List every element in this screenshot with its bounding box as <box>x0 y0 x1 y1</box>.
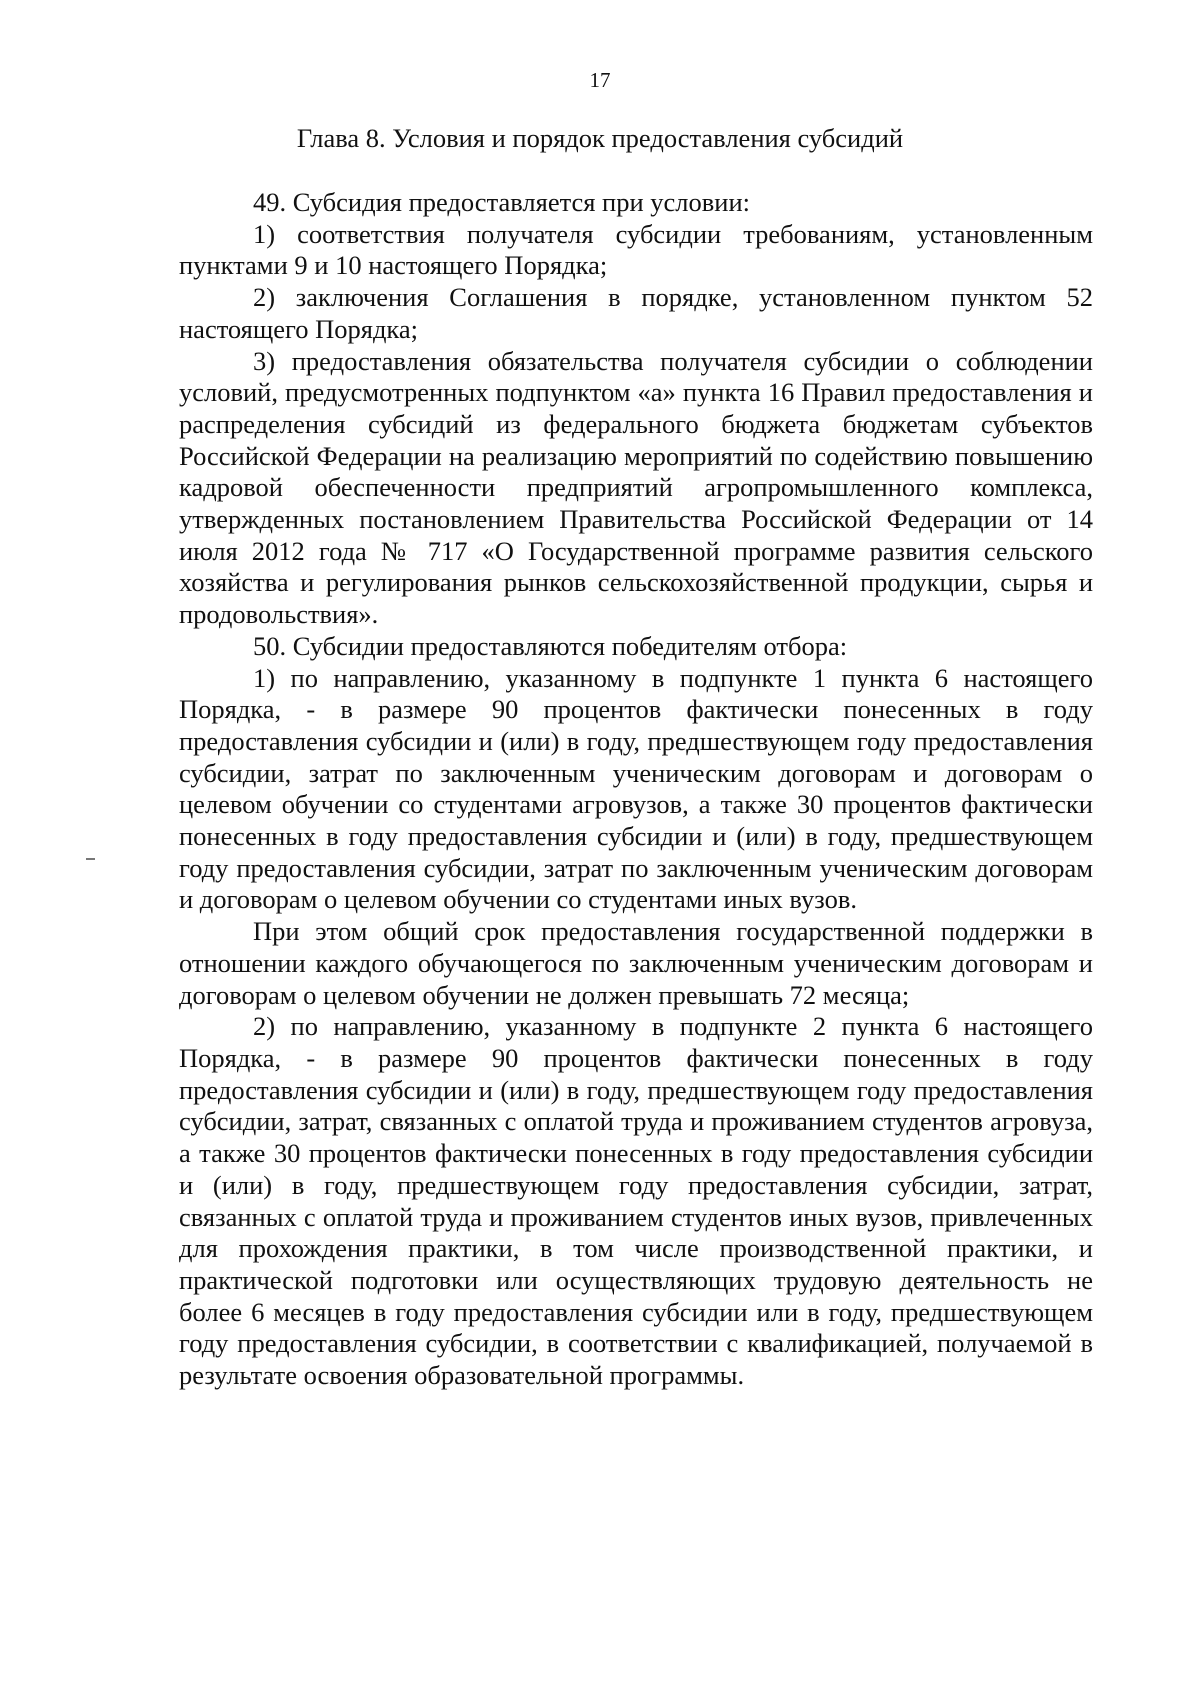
paragraph-49-item-1: 1) соответствия получателя субсидии требованиям, установленным пунктами 9 и 10 настоящего Порядка; <box>179 218 1093 281</box>
chapter-title: Глава 8. Условия и порядок предоставления субсидий <box>296 123 904 153</box>
paragraph-49-item-2: 2) заключения Соглашения в порядке, установленном пунктом 52 настоящего Порядка; <box>179 282 1093 344</box>
paragraph-49-item-3: 3) предоставления обязательства получателя субсидии о соблюдении условий, предусмотренных подпунктом «а» пункта 16 Правил предоставления и распределения субсидий из федерального бюджета бюджетам субъектов Российской Федерации на реализацию мероприятий по содействию повышению кадровой обеспеченности предприятий агропромышленного комплекса, утвержденных постановлением Правительства Российской Федерации от 14 июля 2012 года № 717 «О Государственной программе развития сельского хозяйства и регулирования рынков сельскохозяйственной продукции, сырья и продовольствия». <box>179 345 1093 630</box>
paragraph-49: 49. Субсидия предоставляется при условии: <box>253 187 751 217</box>
paragraph-50-item-2: 2) по направлению, указанному в подпункте 2 пункта 6 настоящего Порядка, - в размере 90 процентов фактически понесенных в году предоставления субсидии и (или) в году, предшествующем году предоставления субсидии, затрат, связанных с оплатой труда и проживанием студентов агровуза, а также 30 процентов фактически понесенных в году предоставления субсидии и (или) в году, предшествующем году предоставления субсидии, затрат, связанных с оплатой труда и проживанием студентов иных вузов, привлеченных для прохождения практики, в том числе производственной практики, и практической подготовки или осуществляющих трудовую деятельность не более 6 месяцев в году предоставления субсидии или в году, предшествующем году предоставления субсидии, в соответствии с квалификацией, получаемой в результате освоения образовательной программы. <box>179 1011 1093 1391</box>
document-body <box>179 187 1093 1392</box>
page-number: 17 <box>589 68 611 92</box>
paragraph-50: 50. Субсидии предоставляются победителям отбора: <box>253 630 848 661</box>
paragraph-50-item-1: 1) по направлению, указанному в подпункте 1 пункта 6 настоящего Порядка, - в размере 90 процентов фактически понесенных в году предоставления субсидии и (или) в году, предшествующем году предоставления субсидии, затрат по заключенным ученическим договорам и договорам о целевом обучении со студентами агровузов, а также 30 процентов фактически понесенных в году предоставления субсидии и (или) в году, предшествующем году предоставления субсидии, затрат по заключенным ученическим договорам и договорам о целевом обучении со студентами иных вузов. <box>179 662 1093 915</box>
paragraph-50-term-note: При этом общий срок предоставления государственной поддержки в отношении каждого обучающегося по заключенным ученическим договорам и договорам о целевом обучении не должен превышать 72 месяца; <box>179 916 1093 1010</box>
margin-scan-mark <box>86 858 95 860</box>
